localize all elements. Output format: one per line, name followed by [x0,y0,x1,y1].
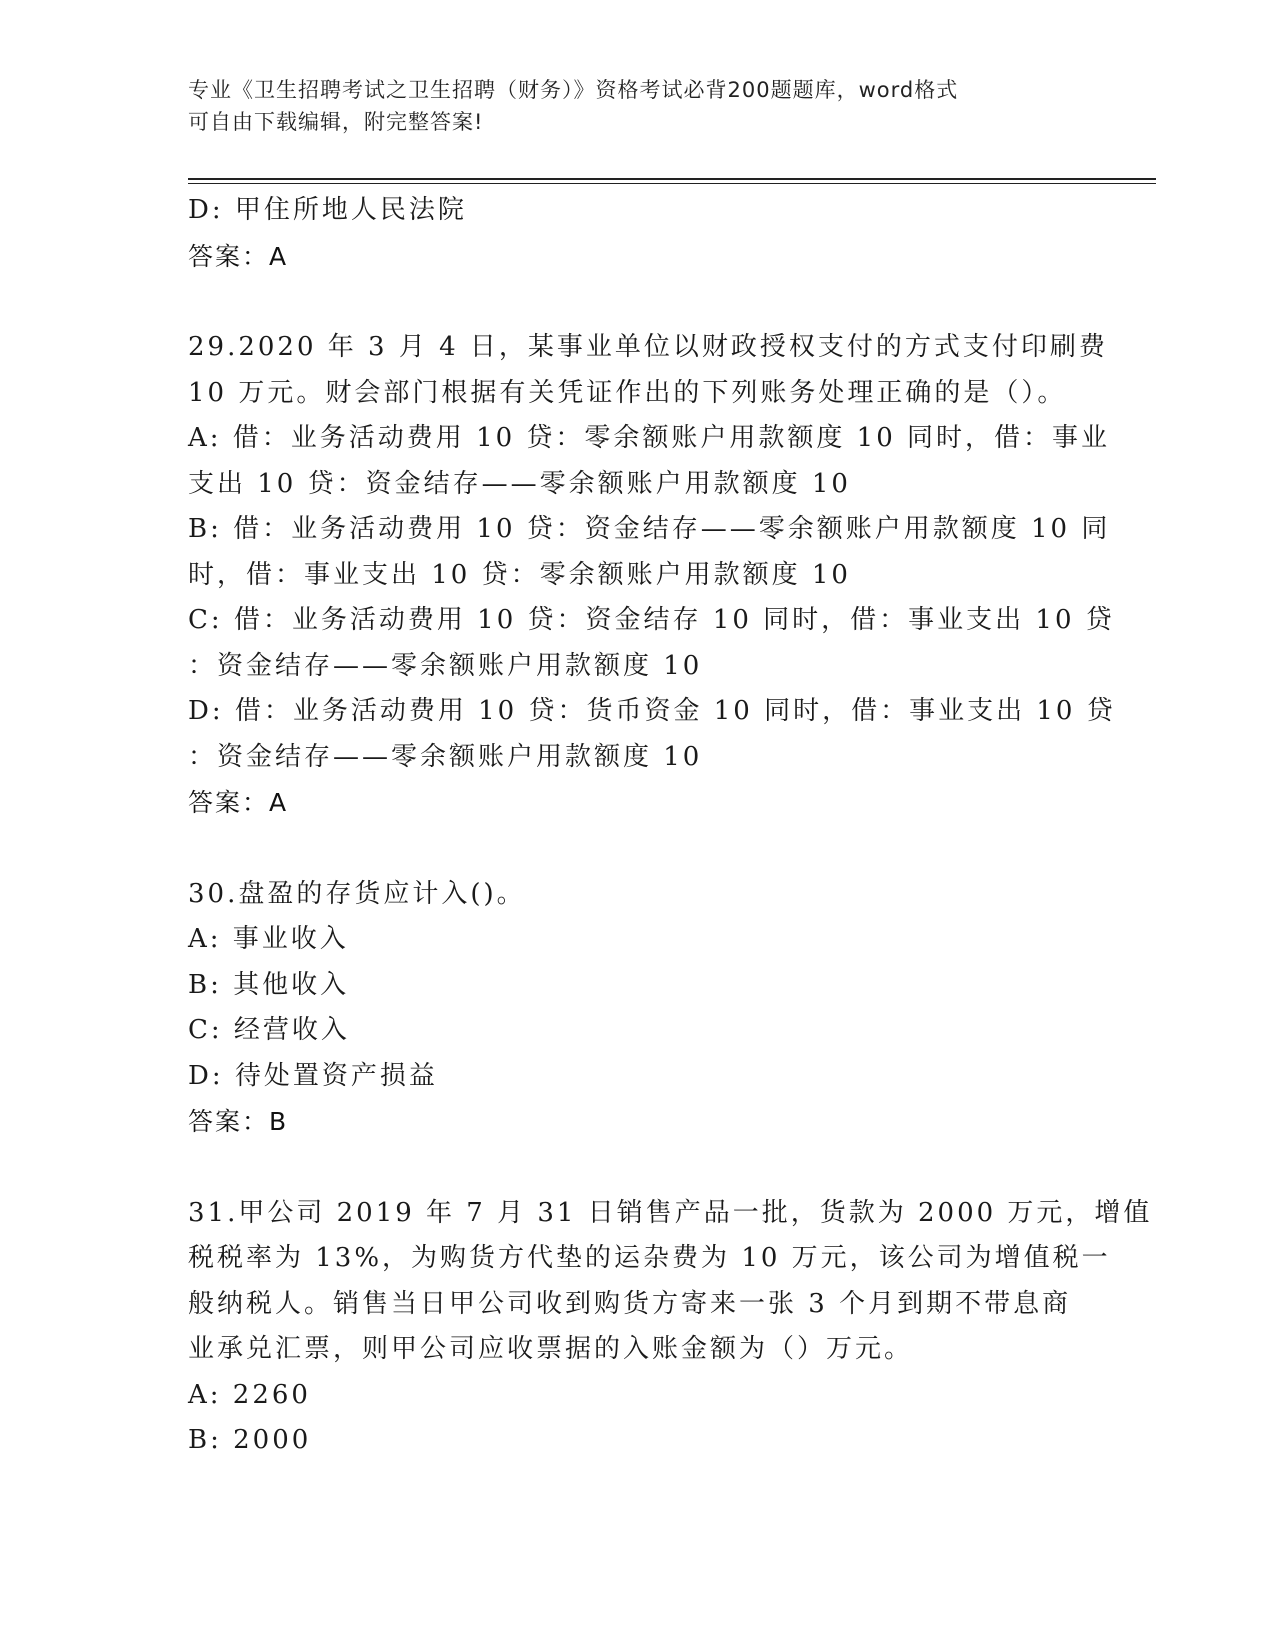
question-31 [188,1191,1153,1464]
option-a: 支出 10 贷：资金结存——零余额账户用款额度 10 [188,468,851,499]
question-stem: 31.甲公司 2019 年 7 月 31 日销售产品一批，货款为 2000 万元，增值 [188,1197,1153,1228]
spacer [188,826,1088,872]
question-stem: 10 万元。财会部门根据有关凭证作出的下列账务处理正确的是（）。 [188,377,1067,408]
option-c: ：资金结存——零余额账户用款额度 10 [188,650,703,681]
spacer [188,1145,1088,1191]
answer-line: 答案：A [188,788,289,817]
option-d: D: 借：业务活动费用 10 贷：货币资金 10 同时，借：事业支出 10 贷 [188,696,1116,726]
header-divider-thick [188,178,1156,180]
header-divider-thin [188,183,1156,184]
question-29 [188,325,1116,826]
question-30 [188,872,1088,1145]
option-d: D: 待处置资产损益 [188,1060,438,1091]
option-a: A: 事业收入 [188,924,349,954]
answer-line: 答案：B [188,1107,289,1136]
option-d: D: 甲住所地人民法院 [188,195,467,225]
option-b: B: 借：业务活动费用 10 贷：资金结存——零余额账户用款额度 10 同 [188,514,1111,544]
option-a: A: 2260 [188,1379,311,1410]
question-stem: 业承兑汇票，则甲公司应收票据的入账金额为（）万元。 [188,1334,914,1364]
option-c: C: 经营收入 [188,1015,350,1045]
option-c: C: 借：业务活动费用 10 贷：资金结存 10 同时，借：事业支出 10 贷 [188,605,1115,635]
document-header [188,74,1068,138]
header-line-1: 专业《卫生招聘考试之卫生招聘（财务）》资格考试必背200题题库，word格式 [188,78,959,102]
option-d: ：资金结存——零余额账户用款额度 10 [188,741,703,772]
question-stem: 税税率为 13%，为购货方代垫的运杂费为 10 万元，该公司为增值税一 [188,1243,1111,1273]
option-b: 时，借：事业支出 10 贷：零余额账户用款额度 10 [188,559,851,590]
question-stem: 30.盘盈的存货应计入()。 [188,878,526,909]
option-b: B: 2000 [188,1425,312,1455]
document-body [188,188,1153,1464]
question-stem: 29.2020 年 3 月 4 日，某事业单位以财政授权支付的方式支付印刷费 [188,332,1108,362]
header-line-2: 可自由下载编辑，附完整答案! [188,110,484,134]
question-stem: 般纳税人。销售当日甲公司收到购货方寄来一张 3 个月到期不带息商 [188,1288,1072,1319]
answer-line: 答案：A [188,241,289,271]
previous-question-tail [188,188,1088,279]
spacer [188,279,1088,325]
option-a: A: 借：业务活动费用 10 贷：零余额账户用款额度 10 同时，借：事业 [188,423,1111,453]
option-b: B: 其他收入 [188,969,350,1000]
